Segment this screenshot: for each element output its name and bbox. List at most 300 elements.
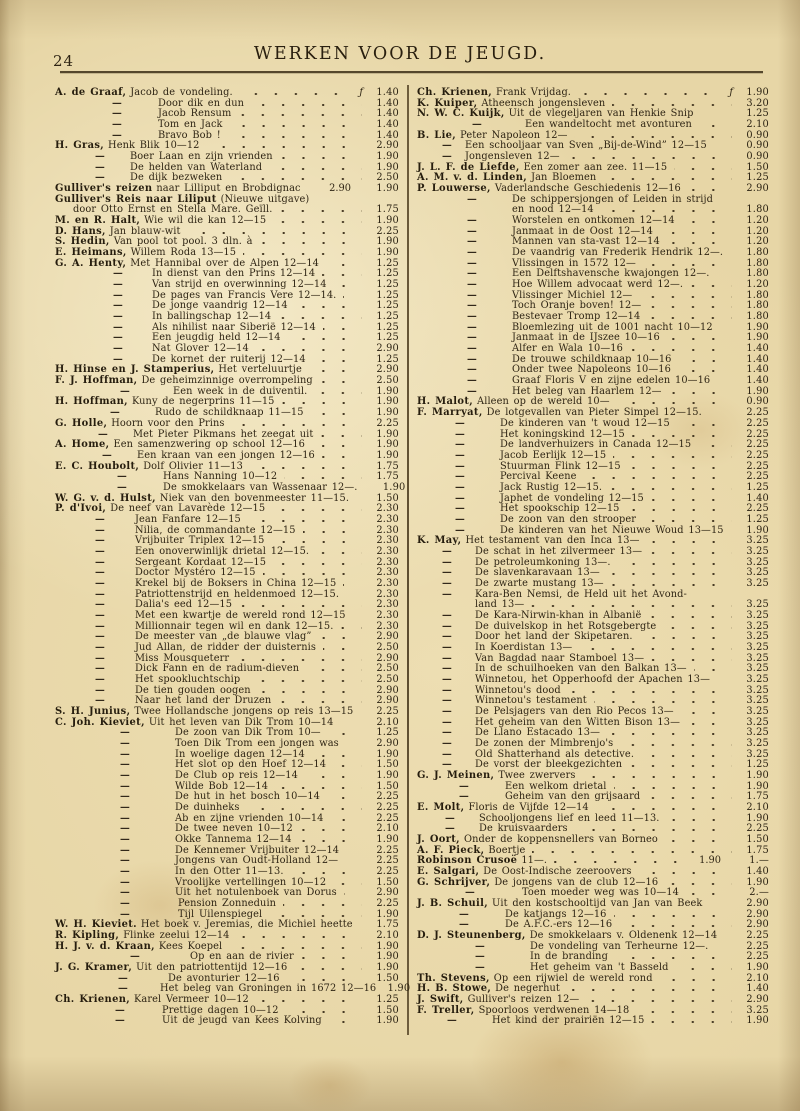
- book-title: Jan blauw-wit: [109, 225, 181, 237]
- price-value: 1.90: [376, 385, 399, 397]
- book-title: Tijl Uilenspiegel: [178, 908, 263, 920]
- author-name: A. Home,: [55, 439, 110, 451]
- book-title: De Club op reis 12—14: [175, 770, 298, 781]
- ditto-dash: —: [95, 695, 105, 707]
- dot-leader: [643, 264, 732, 266]
- book-title: Alleen op de wereld 10—: [477, 396, 610, 408]
- book-title: De meester van „de blauwe vlag”: [135, 631, 312, 643]
- price-value: 1.25: [376, 311, 399, 323]
- dot-leader: [322, 456, 362, 458]
- author-name: W. H. Kieviet.: [55, 919, 137, 931]
- price-value: 0.90: [746, 151, 769, 163]
- catalog-row: [417, 611, 769, 622]
- dot-leader: [614, 787, 732, 789]
- price-value: 2.10: [746, 972, 769, 984]
- book-title: Janmaat in de Oost 12—14: [512, 225, 653, 237]
- dot-leader: [648, 306, 732, 308]
- ditto-dash: —: [117, 481, 127, 493]
- ditto-dash: —: [120, 748, 130, 760]
- author-name: H. Hinse en J. Stamperius,: [55, 364, 215, 376]
- price-value: 1.90: [746, 876, 769, 888]
- price-value: 1.25: [376, 279, 399, 291]
- book-title: De zwarte mustang 13—: [475, 577, 604, 589]
- book-title: De kinderen van 't woud 12—15: [500, 417, 670, 429]
- price-value: 2.90: [376, 364, 399, 376]
- author-name: F. Marryat,: [417, 407, 483, 419]
- dot-leader: [699, 125, 732, 127]
- price-value: 2.25: [376, 705, 399, 717]
- price-value: 2.25: [376, 898, 399, 910]
- price-value: 2.10: [376, 930, 399, 942]
- dot-leader: [630, 349, 732, 351]
- ditto-dash: —: [455, 513, 465, 525]
- book-title: 11—.: [521, 855, 548, 867]
- price-value: 1.50: [376, 876, 399, 888]
- price-value: 2.50: [376, 673, 399, 685]
- price-value: 2.25: [746, 417, 769, 429]
- book-title: Het koningskind 12—15: [500, 428, 625, 440]
- book-title: Percival Keene: [500, 471, 577, 483]
- dot-leader: [333, 765, 362, 767]
- ditto-dash: —: [95, 663, 105, 675]
- ditto-dash: —: [467, 215, 477, 227]
- book-title: De zonen der Mimbrenjo's: [475, 737, 614, 749]
- book-title: Van Bagdad naar Stamboel 13—: [475, 652, 645, 664]
- inline-price: 2.90: [329, 183, 351, 195]
- price-value: 2.25: [746, 823, 769, 835]
- dot-leader: [329, 1021, 362, 1023]
- price-value: 2.90: [376, 652, 399, 664]
- ditto-dash: —: [120, 876, 130, 888]
- book-title: naar Lilliput en Brobdignac: [156, 183, 301, 195]
- dot-leader: [247, 680, 362, 682]
- ditto-dash: —: [475, 951, 485, 963]
- book-title: Een onoverwinlijk drietal 12—15.: [135, 545, 310, 557]
- ditto-dash: —: [455, 460, 465, 472]
- dot-leader: [717, 381, 732, 383]
- ditto-dash: —: [442, 577, 452, 589]
- ditto-dash: —: [95, 609, 105, 621]
- catalog-row: [55, 163, 399, 174]
- dot-leader: [256, 349, 362, 351]
- ditto-dash: —: [113, 311, 123, 323]
- price-value: 2.25: [746, 407, 769, 419]
- book-title: Hans Nanning 10—12: [163, 471, 278, 483]
- dot-leader: [596, 808, 732, 810]
- ditto-dash: —: [120, 823, 130, 835]
- dot-leader: [667, 338, 732, 340]
- book-title: Een jeugdig held 12—14: [152, 332, 281, 344]
- ditto-dash: —: [447, 1015, 457, 1027]
- price-value: 1.90: [376, 215, 399, 227]
- price-value: 1.75: [376, 460, 399, 472]
- author-name: B. Lie,: [417, 129, 457, 141]
- price-value: 1.90: [376, 908, 399, 920]
- price-value: 1.40: [746, 364, 769, 376]
- dot-leader: [288, 338, 362, 340]
- ditto-dash: —: [115, 1015, 125, 1027]
- dot-leader: [663, 627, 732, 629]
- dot-leader: [275, 787, 362, 789]
- catalog-row: [55, 216, 399, 227]
- author-name: Ch. Krienen,: [55, 994, 131, 1006]
- book-title: Bestevaer Tromp 12—14: [512, 311, 641, 323]
- price-value: 1.25: [746, 513, 769, 525]
- ditto-dash: —: [120, 844, 130, 856]
- price-value: 1.20: [746, 225, 769, 237]
- author-name: E. C. Houbolt,: [55, 460, 140, 472]
- price-value: 1.75: [376, 471, 399, 483]
- price-value: 1.40: [746, 353, 769, 365]
- author-name: H. J. v. d. Kraan,: [55, 940, 155, 952]
- book-title: Karel Vermeer 10—12: [134, 994, 249, 1006]
- price-value: 1.25: [746, 172, 769, 184]
- price-value: 2.10: [746, 802, 769, 814]
- price-value: 1.40: [376, 108, 399, 120]
- ditto-dash: —: [130, 951, 140, 963]
- author-name: S. H. Junius,: [55, 705, 131, 717]
- dot-leader: [334, 285, 362, 287]
- book-title: Nilia, de commandante 12—15: [135, 524, 296, 536]
- price-value: 2.25: [746, 449, 769, 461]
- book-title: Het slot op den Hoef 12—14: [175, 759, 327, 771]
- book-title: Door het land der Skipetaren.: [475, 631, 633, 643]
- book-title: Jacob de vondeling.: [130, 87, 233, 98]
- dot-leader: [250, 467, 362, 469]
- ditto-dash: —: [115, 1004, 125, 1016]
- book-title: Gulliver's reizen 12—: [467, 994, 580, 1006]
- catalog-row: [417, 419, 769, 430]
- ditto-dash: —: [120, 812, 130, 824]
- ditto-dash: —: [472, 119, 482, 131]
- price-value: 2.30: [376, 609, 399, 621]
- dot-leader: [632, 435, 732, 437]
- book-title: De schippersjongen of Leiden in strijd: [512, 193, 714, 205]
- ditto-dash: —: [442, 716, 452, 728]
- ditto-dash: —: [95, 641, 105, 653]
- price-value: 2.90: [746, 898, 769, 910]
- price-value: 2.90: [376, 140, 399, 152]
- price-value: 1.90: [746, 962, 769, 974]
- book-title: De helden van Waterland: [130, 161, 263, 173]
- ditto-dash: —: [442, 545, 452, 557]
- book-title: De katjangs 12—16: [505, 908, 607, 920]
- dot-leader: [651, 1021, 732, 1023]
- dot-leader: [607, 573, 732, 575]
- catalog-row: [55, 120, 399, 131]
- ditto-dash: —: [113, 343, 123, 355]
- price-value: 1.90: [376, 396, 399, 408]
- book-title: Jan Bloemen: [531, 172, 597, 184]
- dot-leader: [345, 861, 362, 863]
- dot-leader: [636, 1011, 732, 1013]
- book-title: Een zomer aan zee. 11—15: [523, 161, 668, 173]
- book-title: Mannen van sta-vast 12—14: [512, 236, 660, 248]
- book-title: Uit het notulenboek van Dorus: [175, 887, 337, 899]
- price-value: 2.25: [746, 460, 769, 472]
- price-value: 2.90: [376, 684, 399, 696]
- price-value: 1.40: [746, 866, 769, 878]
- price-value: 1.90: [376, 449, 399, 461]
- price-value: 3.25: [746, 631, 769, 643]
- book-title: Patriottenstrijd en heldenmoed 12—15.: [135, 588, 340, 600]
- ditto-dash: —: [120, 759, 130, 771]
- ditto-dash: —: [467, 375, 477, 387]
- author-name: J. Swift,: [417, 994, 464, 1006]
- dot-leader: [665, 883, 732, 885]
- author-name: E. Salgari,: [417, 866, 480, 878]
- author-name: Ch. Krienen,: [417, 87, 493, 98]
- price-value: 1.90: [746, 321, 769, 333]
- dot-leader: [344, 893, 362, 895]
- author-name: S. Hedin,: [55, 236, 110, 248]
- book-title: Dolf Olivier 11—13: [143, 460, 243, 472]
- author-name: G. Holle,: [55, 417, 108, 429]
- dot-leader: [311, 413, 362, 415]
- price-value: 2.25: [376, 802, 399, 814]
- price-value: 3.25: [746, 673, 769, 685]
- dot-leader: [300, 829, 362, 831]
- catalog-row: [417, 515, 769, 526]
- dot-leader: [269, 168, 362, 170]
- book-title: Jack Rustig 12—15.: [500, 481, 603, 493]
- dot-leader: [607, 733, 732, 735]
- dot-leader: [678, 370, 732, 372]
- price-value: 1.25: [746, 481, 769, 493]
- book-title: De geheimzinnige overrompeling: [141, 375, 313, 387]
- book-title: Het beleg van Groningen in 1672 12—16: [160, 983, 377, 995]
- price-value: 1.80: [746, 257, 769, 269]
- author-name: D. J. Steunenberg,: [417, 930, 526, 942]
- dot-leader: [690, 285, 732, 287]
- author-name: H. Malot,: [417, 396, 474, 408]
- price-value: 2.30: [376, 503, 399, 515]
- price-value: 1.90: [746, 524, 769, 536]
- catalog-row: [417, 547, 769, 558]
- dot-leader: [583, 776, 733, 778]
- ditto-dash: —: [95, 588, 105, 600]
- price-value: 1.40: [376, 87, 399, 98]
- catalog-row: [417, 1016, 769, 1027]
- book-title: Niek van den bovenmeester 11—15.: [159, 492, 350, 504]
- price-value: 1.90: [376, 770, 399, 781]
- dot-leader: [643, 520, 732, 522]
- book-title: Een wandeltocht met avonturen: [525, 119, 692, 131]
- dot-leader: [586, 1000, 732, 1002]
- right-column: [417, 88, 769, 1027]
- price-value: 1.90: [376, 834, 399, 846]
- left-column: [55, 87, 411, 1027]
- price-value: 1.90: [387, 983, 411, 995]
- author-name: H. Gras,: [55, 140, 105, 152]
- book-title: De avonturier 12—16: [168, 972, 280, 984]
- dot-leader: [615, 957, 732, 959]
- dot-leader: [677, 424, 732, 426]
- book-title: Vlissinger Michiel 12—: [512, 289, 633, 301]
- book-title: Boertje: [488, 844, 526, 856]
- dot-leader: [340, 627, 362, 629]
- author-name: Robinson Crusoë: [417, 855, 518, 867]
- catalog-row: [417, 675, 769, 686]
- price-value: 3.25: [746, 684, 769, 696]
- book-title: Van pool tot pool. 3 dln. à: [113, 236, 253, 248]
- dot-leader: [316, 552, 362, 554]
- dot-leader: [617, 402, 732, 404]
- book-title: Willem Roda 13—15: [130, 247, 237, 259]
- price-value: 1.90: [376, 439, 399, 451]
- ditto-dash: —: [467, 311, 477, 323]
- price-value: 1.40: [376, 97, 399, 109]
- price-value: 1.50: [376, 759, 399, 771]
- book-title: De Kara-Nirwin-khan in Albanië: [475, 609, 642, 621]
- price-value: 3.25: [746, 663, 769, 675]
- book-title: Jacob Eerlijk 12—15: [500, 449, 607, 461]
- price-value: 1.25: [746, 108, 769, 120]
- author-name: H. Hoffman,: [55, 396, 128, 408]
- book-title: Boer Laan en zijn vrienden: [130, 151, 273, 163]
- price-value: 2.90: [746, 919, 769, 931]
- price-value: 1.20: [746, 236, 769, 248]
- book-title: De neef van Lavarède 12—15: [110, 503, 266, 515]
- dot-leader: [278, 701, 362, 703]
- dot-leader: [641, 755, 732, 757]
- author-name: Th. Stevens,: [417, 972, 490, 984]
- price-value: 1.50: [746, 834, 769, 846]
- dot-leader: [322, 274, 362, 276]
- price-value: 3.25: [746, 556, 769, 568]
- dot-leader: [301, 957, 362, 959]
- price-value: 3.25: [746, 705, 769, 717]
- dot-leader: [236, 659, 362, 661]
- book-title: De jonge vaandrig 12—14: [152, 300, 288, 312]
- price-value: 3.25: [746, 1004, 769, 1016]
- dot-leader: [612, 104, 732, 106]
- ditto-dash: —: [459, 919, 469, 931]
- catalog-row: [55, 611, 399, 622]
- book-title: Kara-Ben Nemsi, de Held uit het Avond-: [475, 588, 687, 600]
- dot-leader: [230, 125, 362, 127]
- ditto-dash: —: [467, 364, 477, 376]
- book-title: Okke Tannema 12—14: [175, 834, 292, 846]
- ditto-dash: —: [467, 321, 477, 333]
- price-value: 1.25: [376, 289, 399, 301]
- dot-leader: [272, 541, 363, 543]
- ditto-dash: —: [95, 172, 105, 184]
- price-value: 3.25: [746, 695, 769, 707]
- price-value: 1.90: [376, 748, 399, 760]
- book-title: Het geheim van 't Basseld: [530, 962, 669, 974]
- book-title: De Oost-Indische zeeroovers: [483, 866, 632, 878]
- dot-leader: [305, 776, 362, 778]
- book-title: Floris de Vijfde 12—14: [468, 802, 589, 814]
- ditto-dash: —: [445, 823, 455, 835]
- price-value: 1.40: [746, 983, 769, 995]
- ditto-dash: —: [442, 695, 452, 707]
- dot-leader: [278, 317, 362, 319]
- ditto-dash: —: [467, 332, 477, 344]
- book-title: Met Hannibal over de Alpen 12—14: [130, 257, 319, 269]
- price-value: 1.90: [746, 385, 769, 397]
- book-title: De Pelsjagers van den Rio Pecos 13—: [475, 705, 674, 717]
- price-value: 1.80: [746, 289, 769, 301]
- catalog-row: [417, 451, 769, 462]
- price-value: 0.90: [746, 396, 769, 408]
- ditto-dash: —: [120, 385, 130, 397]
- author-name: G. A. Henty,: [55, 257, 127, 269]
- dot-leader: [273, 563, 362, 565]
- dot-leader: [532, 851, 732, 853]
- book-title: De jongens van de club 12—16: [494, 876, 659, 888]
- price-value: 2.90: [376, 343, 399, 355]
- author-name: K. Kuiper,: [417, 97, 478, 109]
- author-name: R. Kipling,: [55, 930, 120, 942]
- dot-leader: [188, 232, 363, 234]
- price-value: 1.80: [746, 247, 769, 259]
- price-value: 3.25: [746, 609, 769, 621]
- ditto-dash: —: [459, 908, 469, 920]
- ditto-dash: —: [110, 407, 120, 419]
- dot-leader: [248, 520, 362, 522]
- ditto-dash: —: [467, 353, 477, 365]
- dot-leader: [611, 584, 732, 586]
- author-name: H. B. Stowe,: [417, 983, 492, 995]
- book-title: In Koerdistan 13—: [475, 641, 573, 653]
- catalog-row: [55, 419, 399, 430]
- book-title: De zoon van Dik Trom 10—: [175, 727, 321, 739]
- ditto-dash: —: [120, 770, 130, 781]
- book-title: Het beleg van Haarlem 12—: [512, 385, 662, 397]
- dot-leader: [269, 915, 362, 917]
- book-title: De tien gouden oogen: [135, 684, 251, 696]
- book-title: Pension Zonneduin: [178, 898, 277, 910]
- book-title: De landverhuizers in Canada 12—15: [500, 439, 692, 451]
- ditto-dash: —: [120, 737, 130, 749]
- price-value: 2.50: [376, 641, 399, 653]
- author-name: J. Oort,: [417, 834, 460, 846]
- dot-leader: [647, 317, 732, 319]
- author-name: D. Hans,: [55, 225, 106, 237]
- price-value: 0.90: [746, 140, 769, 152]
- price-value: 1.50: [376, 972, 399, 984]
- price-value: 2.90: [376, 737, 399, 749]
- book-title: In ballingschap 12—14: [152, 311, 272, 323]
- book-title: Jongens van Oudt-Holland 12—: [175, 855, 339, 867]
- price-value: 2.25: [746, 503, 769, 515]
- dot-leader: [651, 499, 732, 501]
- dot-leader: [309, 370, 362, 372]
- book-title: Doctor Mystéro 12—15: [135, 567, 256, 579]
- price-value: 3.25: [746, 727, 769, 739]
- book-title: Jean Fanfare 12—15: [135, 513, 241, 525]
- book-title: De vaandrig van Frederik Hendrik 12—.: [512, 247, 724, 259]
- ditto-dash: —: [455, 492, 465, 504]
- book-title: Naar het land der Druzen: [135, 695, 272, 707]
- dot-leader: [618, 563, 732, 565]
- ditto-dash: —: [455, 524, 465, 536]
- ditto-dash: —: [95, 620, 105, 632]
- dot-leader: [609, 488, 732, 490]
- price-value: 3.25: [746, 737, 769, 749]
- book-title: Winnetou, het Opperhoofd der Apachen 13—: [475, 673, 710, 685]
- dot-leader: [601, 210, 732, 212]
- book-title: Bravo Bob !: [158, 129, 221, 141]
- book-title: Vroolijke vertellingen 10—12: [175, 876, 327, 888]
- dot-leader: [660, 979, 732, 981]
- ditto-dash: —: [442, 727, 452, 739]
- price-value: 1.25: [376, 257, 399, 269]
- price-value: 1.90: [746, 780, 769, 792]
- dot-leader: [628, 467, 732, 469]
